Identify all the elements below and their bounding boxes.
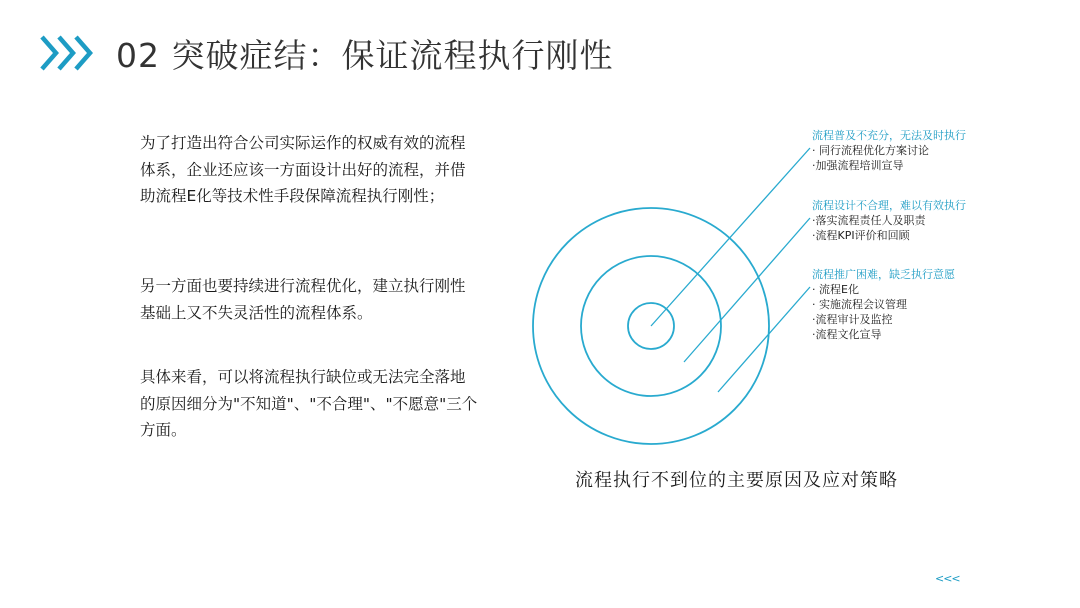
page-title: 02 突破症结：保证流程执行刚性: [116, 36, 614, 75]
cause-title: 流程设计不合理，难以有效执行: [812, 199, 966, 212]
diagram-caption: 流程执行不到位的主要原因及应对策略: [575, 470, 898, 491]
strategy-item: ·流程KPI评价和回顾: [812, 229, 910, 242]
body-paragraph: 另一方面也要持续进行流程优化，建立执行刚性基础上又不失灵活性的流程体系。: [140, 277, 466, 322]
connector-line-2: [684, 218, 810, 362]
cause-title: 流程普及不充分，无法及时执行: [812, 129, 966, 142]
body-paragraph: 为了打造出符合公司实际运作的权威有效的流程体系，企业还应该一方面设计出好的流程，并借助流程E化等技术性手段保障流程执行刚性；: [140, 134, 466, 205]
back-nav-link[interactable]: <<<: [935, 572, 960, 585]
cause-group-unwilling: [812, 267, 955, 342]
strategy-item: ·加强流程培训宣导: [812, 159, 904, 172]
strategy-item: ·流程审计及监控: [812, 313, 893, 326]
cause-group-not-know: [812, 128, 966, 173]
strategy-item: · 同行流程优化方案讨论: [812, 144, 929, 157]
connector-line-1: [651, 148, 810, 326]
strategy-item: ·落实流程责任人及职责: [812, 214, 926, 227]
cause-group-unreasonable: [812, 198, 966, 243]
strategy-item: ·流程文化宣导: [812, 328, 882, 341]
cause-title: 流程推广困难，缺乏执行意愿: [812, 268, 955, 281]
strategy-item: · 流程E化: [812, 283, 859, 296]
strategy-item: · 实施流程会议管理: [812, 298, 907, 311]
connector-line-3: [718, 287, 810, 392]
body-paragraph: 具体来看，可以将流程执行缺位或无法完全落地的原因细分为"不知道"、"不合理"、"不愿意"三个方面。: [140, 368, 478, 439]
